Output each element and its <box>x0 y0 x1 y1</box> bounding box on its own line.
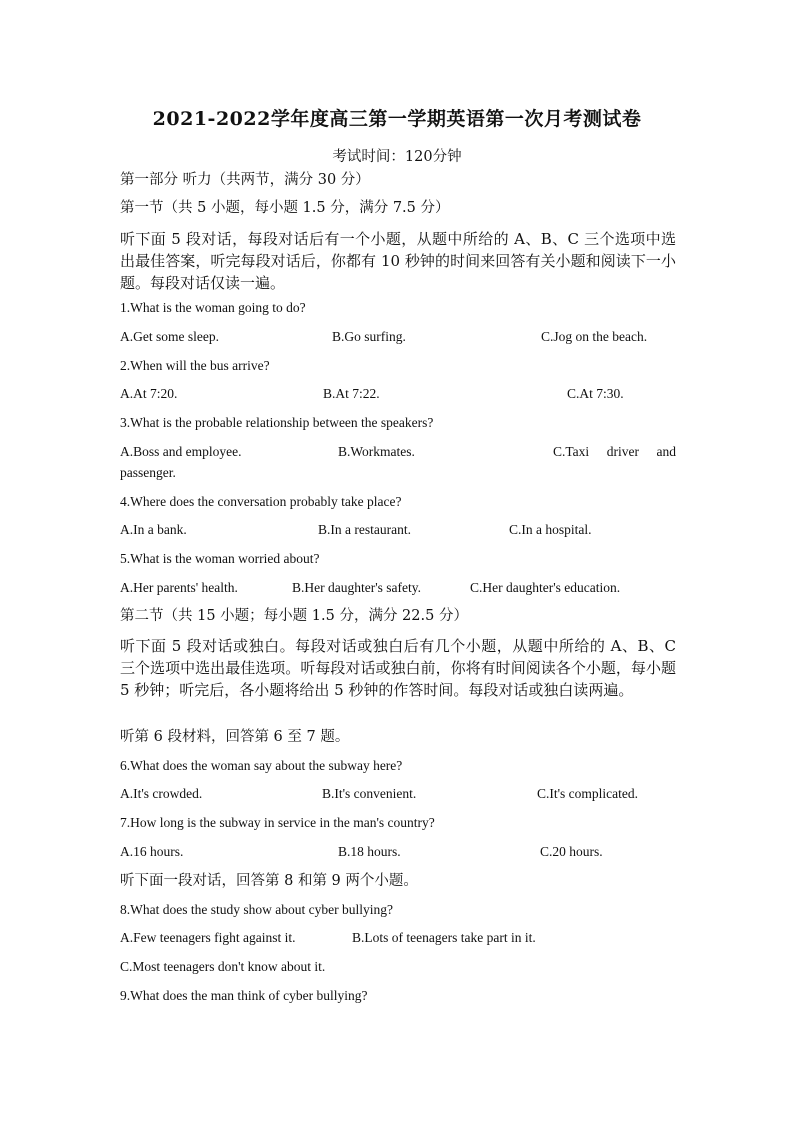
q6-option-a: A.It's crowded. <box>120 786 203 801</box>
part1-heading: 第一部分 听力（共两节，满分 30 分） <box>120 172 370 188</box>
q7-option-b: B.18 hours. <box>338 844 401 859</box>
page-title: 2021-2022学年度高三第一学期英语第一次月考测试卷 <box>152 108 642 130</box>
q3-option-c-continued: passenger. <box>120 465 176 480</box>
q6-option-b: B.It's convenient. <box>322 786 417 801</box>
q5-option-b: B.Her daughter's safety. <box>292 580 422 595</box>
q2-option-c: C.At 7:30. <box>567 386 624 401</box>
q4-option-a: A.In a bank. <box>120 522 187 537</box>
q1-option-a: A.Get some sleep. <box>120 329 219 344</box>
exam-time: 考试时间：120分钟 <box>332 149 462 165</box>
question-8: 8.What does the study show about cyber bullying? <box>120 902 393 917</box>
question-4: 4.Where does the conversation probably take place? <box>120 494 402 509</box>
q8-option-b: B.Lots of teenagers take part in it. <box>352 930 536 945</box>
q8-option-c: C.Most teenagers don't know about it. <box>120 959 326 974</box>
q6-option-c: C.It's complicated. <box>537 786 639 801</box>
q7-option-a: A.16 hours. <box>120 844 184 859</box>
material6-note: 听第 6 段材料，回答第 6 至 7 题。 <box>120 729 350 745</box>
question-1: 1.What is the woman going to do? <box>120 300 306 315</box>
q8-option-a: A.Few teenagers fight against it. <box>120 930 296 945</box>
question-7: 7.How long is the subway in service in the man's country? <box>120 815 435 830</box>
question-5: 5.What is the woman worried about? <box>120 551 320 566</box>
question-2: 2.When will the bus arrive? <box>120 358 270 373</box>
q5-option-c: C.Her daughter's education. <box>470 580 621 595</box>
q4-option-c: C.In a hospital. <box>509 522 592 537</box>
q1-option-b: B.Go surfing. <box>332 329 406 344</box>
question-6: 6.What does the woman say about the subway here? <box>120 758 403 773</box>
q7-option-c: C.20 hours. <box>540 844 603 859</box>
q5-option-a: A.Her parents' health. <box>120 580 238 595</box>
section2-instructions: 听下面 5 段对话或独白。每段对话或独白后有几个小题，从题中所给的 A、B、C 三个选项中选出最佳选项。听每段对话或独白前，你将有时间阅读各个小题，每小题 5 秒钟；听完后，各小题将给出 5 秒钟的作答时间。每段对话或独白读两遍。 <box>120 637 676 699</box>
q4-option-b: B.In a restaurant. <box>318 522 411 537</box>
section1-heading: 第一节（共 5 小题，每小题 1.5 分，满分 7.5 分） <box>120 200 450 216</box>
section2-heading: 第二节（共 15 小题；每小题 1.5 分，满分 22.5 分） <box>120 608 468 624</box>
section1-instructions: 听下面 5 段对话，每段对话后有一个小题，从题中所给的 A、B、C 三个选项中选出最佳答案，听完每段对话后，你都有 10 秒钟的时间来回答有关小题和阅读下一小题。每段对话仅读一遍。 <box>120 230 676 292</box>
question-3: 3.What is the probable relationship between the speakers? <box>120 415 434 430</box>
dialog-8-9-note: 听下面一段对话，回答第 8 和第 9 两个小题。 <box>120 873 418 889</box>
q1-option-c: C.Jog on the beach. <box>541 329 648 344</box>
q3-option-c: C.Taxi driver and <box>553 444 676 459</box>
q3-option-b: B.Workmates. <box>338 444 415 459</box>
q2-option-b: B.At 7:22. <box>323 386 380 401</box>
q3-option-a: A.Boss and employee. <box>120 444 242 459</box>
question-9: 9.What does the man think of cyber bullying? <box>120 988 368 1003</box>
q2-option-a: A.At 7:20. <box>120 386 178 401</box>
